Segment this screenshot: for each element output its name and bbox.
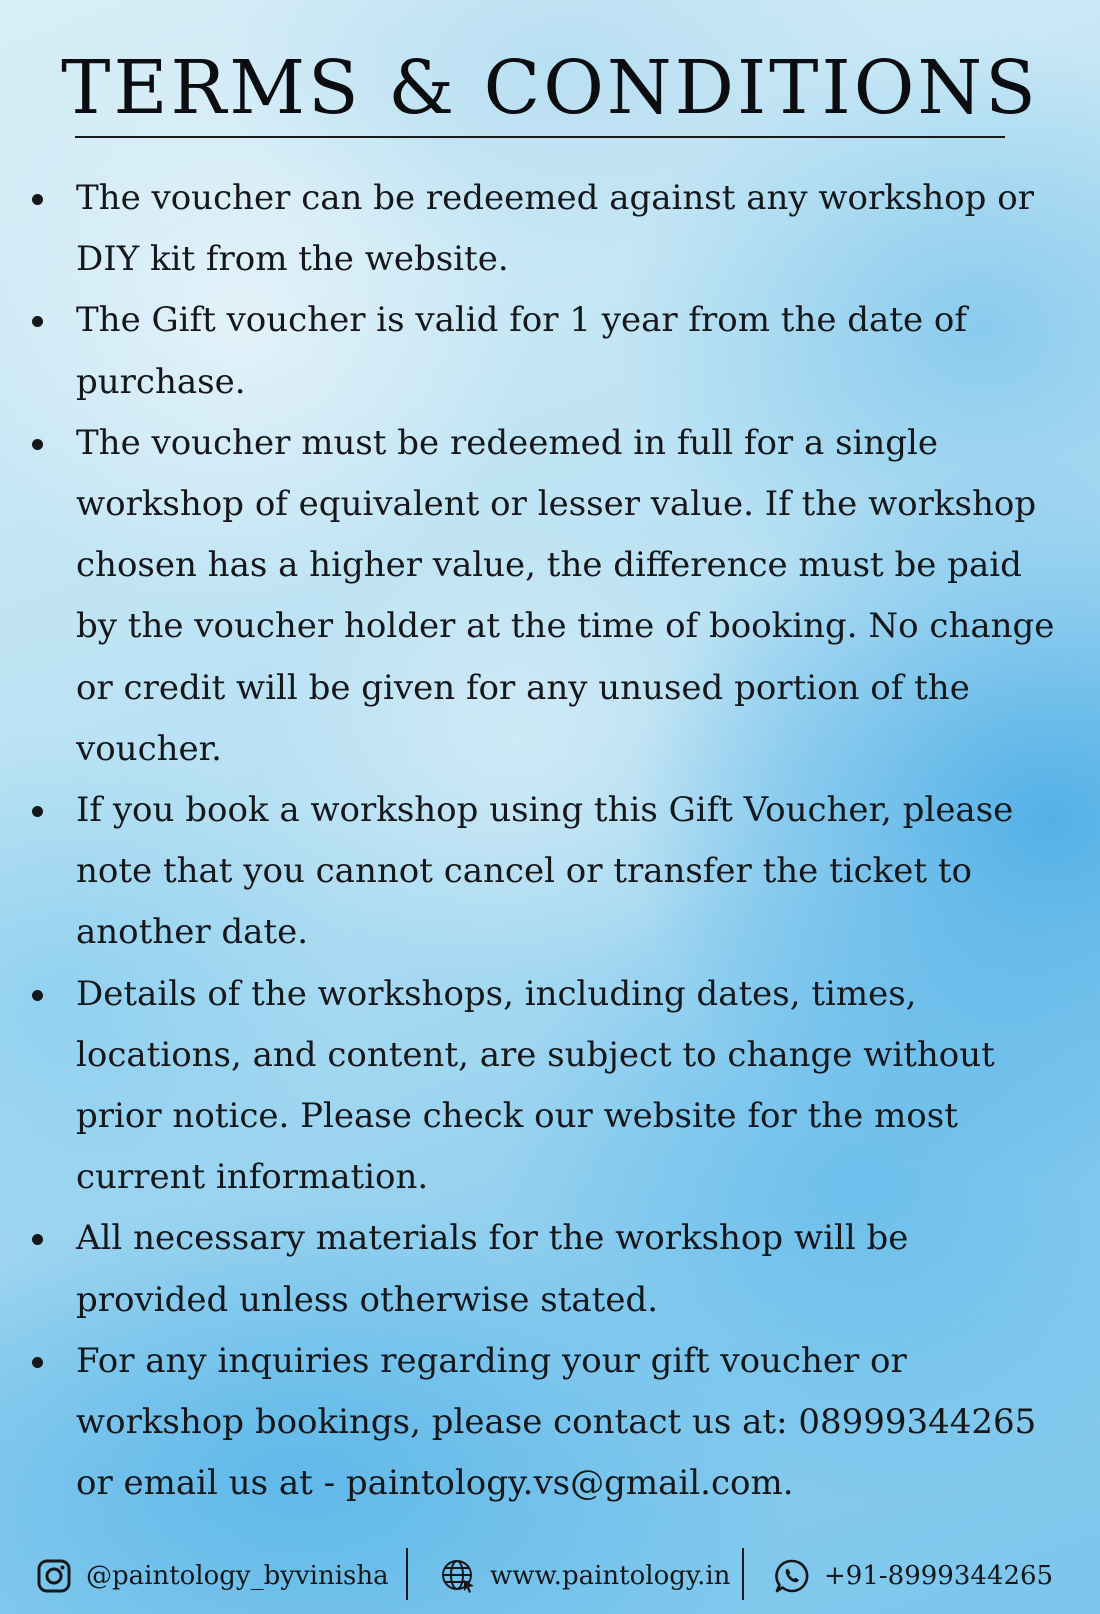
website-link[interactable] <box>440 1546 730 1606</box>
term-item: The voucher can be redeemed against any workshop or DIY kit from the website. <box>28 168 1068 290</box>
instagram-handle-text: @paintology_byvinisha <box>86 1561 389 1591</box>
term-item: The Gift voucher is valid for 1 year from the date of purchase. <box>28 290 1068 412</box>
website-text: www.paintology.in <box>490 1561 731 1591</box>
page-title: TERMS & CONDITIONS <box>61 45 1039 131</box>
footer-divider <box>742 1548 744 1600</box>
term-item: If you book a workshop using this Gift Voucher, please note that you cannot cancel or transfer the ticket to another date. <box>28 780 1068 964</box>
globe-icon <box>440 1558 476 1594</box>
phone-contact[interactable] <box>774 1546 1053 1606</box>
instagram-handle[interactable] <box>36 1546 389 1606</box>
term-item: The voucher must be redeemed in full for a single workshop of equivalent or lesser value. If the workshop chosen has a higher value, the difference must be paid by the voucher holder at the time of booking. No change or credit will be given for any unused portion of the voucher. <box>28 413 1068 780</box>
whatsapp-icon <box>774 1558 810 1594</box>
term-item: For any inquiries regarding your gift voucher or workshop bookings, please contact us at: 08999344265 or email us at - paintology.vs@gmail.com. <box>28 1331 1068 1515</box>
term-item: All necessary materials for the workshop will be provided unless otherwise stated. <box>28 1208 1068 1330</box>
terms-list <box>28 168 1068 1514</box>
contact-footer <box>36 1546 1070 1606</box>
phone-text: +91-8999344265 <box>824 1561 1054 1591</box>
title-underline <box>75 136 1005 138</box>
footer-divider <box>406 1548 408 1600</box>
term-item: Details of the workshops, including dates, times, locations, and content, are subject to change without prior notice. Please check our website for the most current information. <box>28 964 1068 1209</box>
instagram-icon <box>36 1558 72 1594</box>
